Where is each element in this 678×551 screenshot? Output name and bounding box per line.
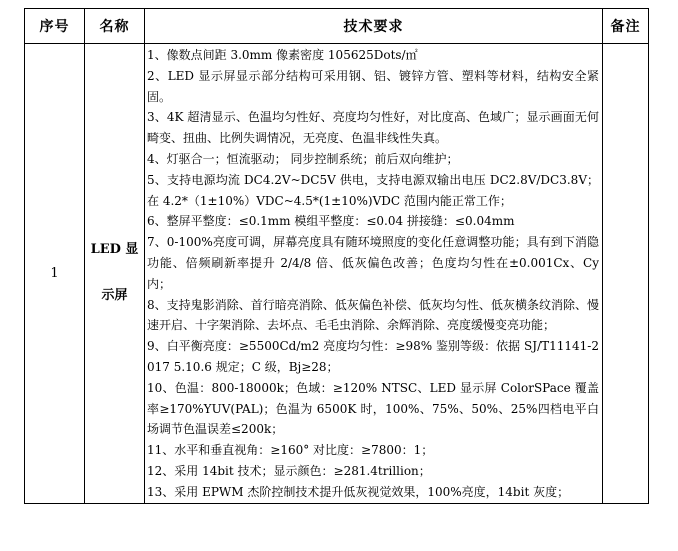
requirement-item: 8、支持鬼影消除、首行暗亮消除、低灰偏色补偿、低灰均匀性、低灰横条纹消除、慢速开启、十字架消除、去坏点、毛毛虫消除、余辉消除、亮度缓慢变亮功能； xyxy=(147,297,599,333)
item-name-line-1: LED 显 xyxy=(90,242,139,258)
requirement-item: 10、色温：800-18000k；色域：≥120% NTSC、LED 显示屏 ColorSPace 覆盖率≥170%YUV(PAL)；色温为 6500K 时，100%、75%、50%、25%四档电平白场调节色温误差≤200k； xyxy=(147,380,599,437)
item-name-line-2: 示屏 xyxy=(101,288,128,304)
requirement-item: 9、白平衡亮度：≥5500Cd/m2 亮度均匀性：≥98% 鉴别等级：依据 SJ/T11141-2017 5.10.6 规定；C 级，Bj≥28； xyxy=(147,339,599,374)
header-requirements: 技术要求 xyxy=(145,9,603,44)
item-name xyxy=(85,44,145,504)
spec-table xyxy=(24,8,649,504)
table-row xyxy=(25,44,649,504)
header-no: 序号 xyxy=(25,9,85,44)
requirement-item: 7、0-100%亮度可调，屏幕亮度具有随环境照度的变化任意调整功能；具有到下消隐功能、倍频刷新率提升 2/4/8 倍、低灰偏色改善；色度均匀性在±0.001Cx、Cy 内； xyxy=(147,235,599,291)
requirement-item: 11、水平和垂直视角：≥160° 对比度：≥7800：1； xyxy=(147,443,434,458)
header-row xyxy=(25,9,649,44)
requirement-item: 1、像数点间距 3.0mm 像素密度 105625Dots/㎡ xyxy=(147,48,418,62)
requirement-item: 13、采用 EPWM 杰阶控制技术提升低灰视觉效果，100%亮度，14bit 灰度； xyxy=(147,484,570,499)
requirement-item: 4、灯驱合一；恒流驱动； 同步控制系统；前后双向维护； xyxy=(147,151,459,166)
requirement-item: 2、LED 显示屏显示部分结构可采用钢、铝、镀锌方管、塑料等材料，结构安全紧固。 xyxy=(147,68,599,104)
requirement-item: 12、采用 14bit 技术；显示颜色：≥281.4trillion； xyxy=(147,463,431,478)
header-note: 备注 xyxy=(603,9,649,44)
requirement-item: 6、整屏平整度：≤0.1mm 模组平整度：≤0.04 拼接缝：≤0.04mm xyxy=(147,214,515,229)
header-name: 名称 xyxy=(85,9,145,44)
requirement-item: 5、支持电源均流 DC4.2V~DC5V 供电，支持电源双输出电压 DC2.8V/DC3.8V；在 4.2*（1±10%）VDC~4.5*(1±10%)VDC 范围内能正常工作； xyxy=(147,172,599,208)
requirement-item: 3、4K 超清显示、色温均匀性好、亮度均匀性好，对比度高、色域广；显示画面无何畸变、扭曲、比例失调情况，无亮度、色温非线性失真。 xyxy=(147,110,599,146)
note-cell xyxy=(603,44,649,504)
requirements-cell xyxy=(145,44,603,504)
row-number: 1 xyxy=(25,44,85,504)
